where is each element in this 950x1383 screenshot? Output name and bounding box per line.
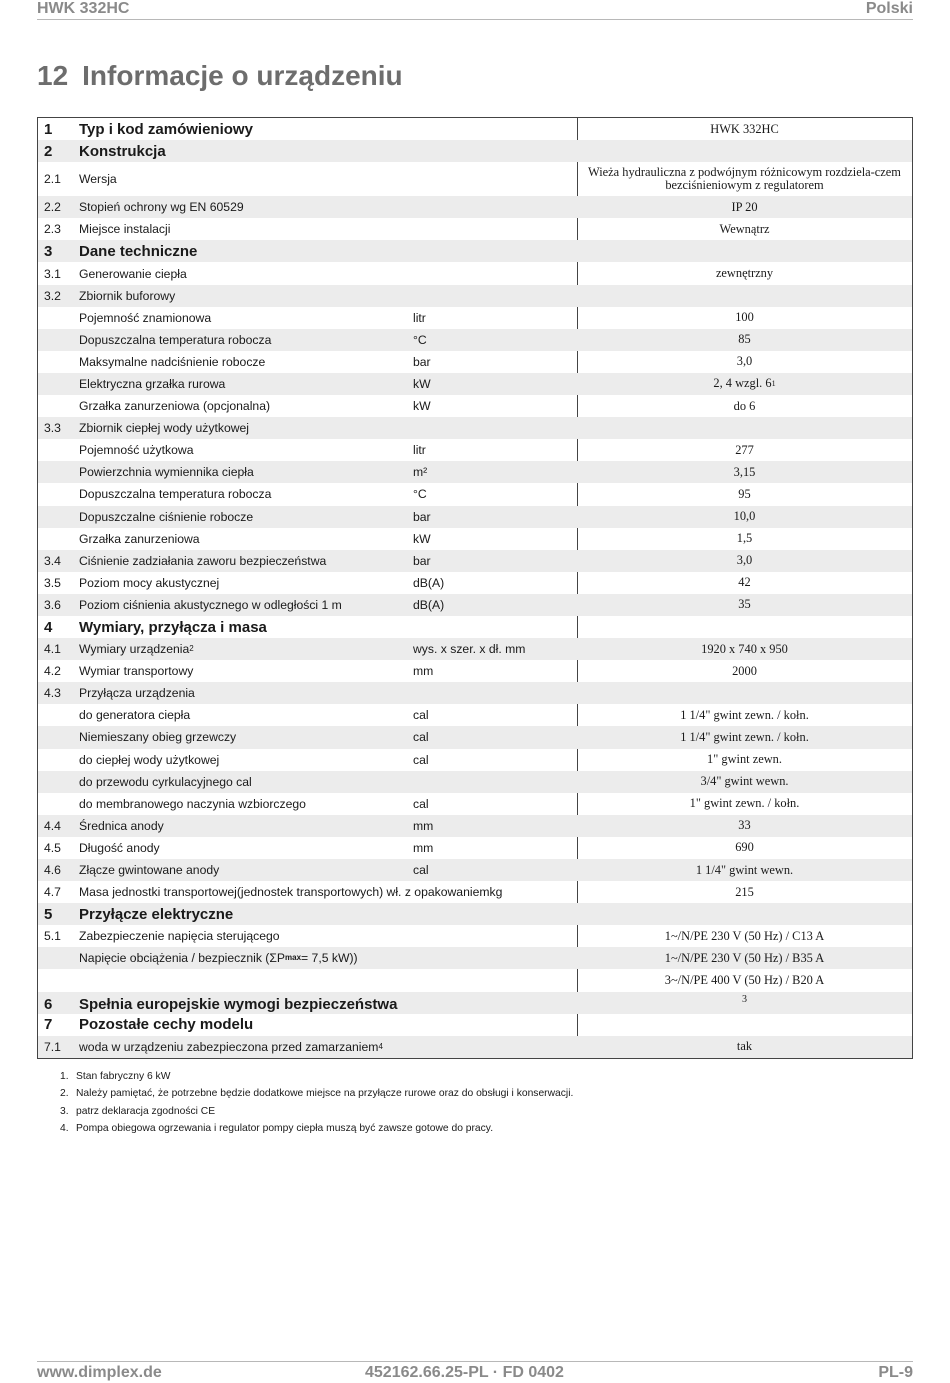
row-value-text: 1~/N/PE 230 V (50 Hz) / B35 A [664,950,825,965]
row-value [577,749,912,771]
row-number [44,483,76,505]
row-label-text: Pozostałe cechy modelu [79,1016,254,1034]
row-value [577,638,912,660]
footnote-number: 2. [60,1088,69,1100]
row-value-text: IP 20 [731,199,758,214]
row-number [44,749,76,771]
row-value [577,726,912,748]
device-info-table [37,117,913,1059]
page-header [37,0,913,20]
table-row [38,240,912,262]
row-label-text: Dopuszczalna temperatura robocza [79,487,272,502]
table-row [38,118,912,140]
row-unit: mm [413,664,434,679]
row-value [577,616,912,638]
row-label-text: Złącze gwintowane anody [79,863,220,878]
row-value-text: 1 1/4" gwint zewn. / kołn. [680,707,809,722]
row-label [79,285,175,307]
row-value [577,395,912,417]
row-number: 3.4 [44,553,61,568]
row-label-text: Wymiary urządzenia [79,642,190,657]
table-row [38,1036,912,1058]
row-number [44,704,76,726]
row-number [44,793,76,815]
table-row [38,351,912,373]
row-value [577,881,912,903]
table-row [38,528,912,550]
row-label [79,483,271,505]
row-value [577,682,912,704]
footer-doc-number: 452162.66.25-PL · FD 0402 [365,1364,564,1381]
row-value-text: 35 [738,597,751,612]
row-label-text: Napięcie obciążenia / bezpiecznik (ΣP [79,951,286,966]
row-label-text: Stopień ochrony wg EN 60529 [79,200,244,215]
row-label-text: do generatora ciepła [79,708,191,723]
table-row [38,837,912,859]
footnote-text: Należy pamiętać, że potrzebne będzie dodatkowe miejsce na przyłącze rurowe oraz do obsługi i konserwacji. [76,1088,574,1100]
row-value [577,992,912,1014]
row-number: 5.1 [44,929,61,944]
row-label-text: Niemieszany obieg grzewczy [79,730,237,745]
row-unit: litr [413,443,426,458]
footnote-text: Pompa obiegowa ogrzewania i regulator pompy ciepła muszą być zawsze gotowe do pracy. [76,1122,494,1134]
footer-website: www.dimplex.de [37,1364,162,1381]
row-value [577,837,912,859]
table-row [38,285,912,307]
table-row [38,439,912,461]
row-label-text: Poziom ciśnienia akustycznego w odległości 1 m [79,597,342,612]
table-row [38,550,912,572]
row-number [44,969,76,991]
section-number: 12 [37,60,69,91]
row-number: 7.1 [44,1039,61,1054]
row-value [577,162,912,196]
table-row [38,506,912,528]
row-label [79,594,342,616]
row-value-text: 1" gwint zewn. [707,752,782,767]
row-label [79,351,265,373]
table-row [38,903,912,925]
row-number: 5 [44,905,53,923]
row-label [79,528,200,550]
row-number [44,771,76,793]
row-number [44,506,76,528]
row-value [577,506,912,528]
row-unit: cal [413,796,429,811]
table-row [38,881,912,903]
row-value [577,218,912,240]
row-label-text: woda w urządzeniu zabezpieczona przed zamarzaniem [79,1039,379,1054]
row-number: 4.3 [44,686,61,701]
row-label [79,373,225,395]
row-number: 2.1 [44,172,61,187]
table-row [38,660,912,682]
row-number [44,947,76,969]
footnote [60,1085,573,1102]
table-row [38,749,912,771]
row-label-text: Poziom mocy akustycznej [79,575,220,590]
row-label [79,506,253,528]
row-value [577,550,912,572]
row-number: 2 [44,142,53,160]
row-label: woda w urządzeniu zabezpieczona przed zamarzaniem 4 [79,1039,383,1054]
row-label-text: Maksymalne nadciśnienie robocze [79,354,266,369]
table-row [38,329,912,351]
row-label-text: Grzałka zanurzeniowa (opcjonalna) [79,399,271,414]
row-label-text: Konstrukcja [79,142,166,160]
row-number: 2.3 [44,222,61,237]
row-value-text: tak [736,1039,753,1054]
row-label-text: Grzałka zanurzeniowa [79,531,200,546]
table-row [38,140,912,162]
row-label-text: Dopuszczalne ciśnienie robocze [79,509,254,524]
row-value [577,594,912,616]
row-value [577,969,912,991]
row-label-text: Wymiary, przyłącza i masa [79,618,267,636]
row-label [79,881,502,903]
row-number: 3 [44,242,53,260]
table-row [38,616,912,638]
row-label [79,1014,253,1036]
header-language: Polski [865,0,913,17]
row-label [79,749,219,771]
row-number: 4.4 [44,818,61,833]
row-value [577,329,912,351]
row-value-text: HWK 332HC [710,121,779,136]
row-value-text: 2, 4 wzgl. 6 [713,376,772,391]
row-label-text: Miejsce instalacji [79,222,171,237]
row-number: 4.2 [44,664,61,679]
row-value-text: 3 [742,993,747,1005]
table-row [38,925,912,947]
row-value [577,196,912,218]
row-label: Wymiary urządzenia 2 [79,642,194,657]
row-label-text: do membranowego naczynia wzbiorczego [79,796,306,811]
footnote-number: 4. [60,1122,69,1134]
row-number [44,395,76,417]
page-footer [37,1361,913,1383]
row-label-text: Zabezpieczenie napięcia sterującego [79,929,280,944]
table-row [38,483,912,505]
row-label-text: Wymiar transportowy [79,664,194,679]
table-row [38,859,912,881]
row-label-text: Pojemność użytkowa [79,443,194,458]
row-value [577,262,912,284]
row-label [79,140,166,162]
row-label-text: Ciśnienie zadziałania zaworu bezpieczeństwa [79,553,327,568]
row-value [577,351,912,373]
row-label [79,240,197,262]
table-row [38,704,912,726]
table-row [38,572,912,594]
row-number: 3.2 [44,288,61,303]
footnote-number: 1. [60,1071,69,1082]
table-row [38,992,912,1014]
table-row [38,417,912,439]
table-row [38,373,912,395]
row-value-text: 2000 [732,663,757,678]
row-label-text: Długość anody [79,840,160,855]
table-row [38,793,912,815]
table-row [38,395,912,417]
row-label [79,461,254,483]
footnote [60,1120,573,1137]
row-unit: bar [413,553,431,568]
row-value [577,660,912,682]
row-label [79,859,219,881]
row-value [577,118,912,140]
row-unit: °C [413,487,427,502]
footnote-text: patrz deklaracja zgodności CE [76,1105,216,1117]
row-unit: cal [413,863,429,878]
row-number: 3.5 [44,575,61,590]
row-label [79,837,160,859]
row-label [79,550,326,572]
table-row [38,218,912,240]
table-row [38,307,912,329]
row-value [577,240,912,262]
row-number: 4.7 [44,885,61,900]
row-label [79,262,187,284]
row-label-text: = 7,5 kW)) [301,951,358,966]
row-label-text: do przewodu cyrkulacyjnego cal [79,774,252,789]
row-value [577,483,912,505]
row-value-text: do 6 [733,398,756,413]
row-number: 6 [44,995,53,1013]
row-number [44,461,76,483]
table-row [38,682,912,704]
row-label [79,815,164,837]
row-value [577,793,912,815]
row-value [577,307,912,329]
row-value [577,903,912,925]
row-value [577,140,912,162]
row-value [577,572,912,594]
table-row [38,771,912,793]
table-row [38,461,912,483]
row-unit: cal [413,708,429,723]
row-value [577,461,912,483]
row-number: 7 [44,1016,53,1034]
row-value [577,439,912,461]
row-label [79,925,280,947]
row-unit: °C [413,332,427,347]
row-label [79,726,236,748]
row-label-text: Wersja [79,172,117,187]
row-label-text: Elektryczna grzałka rurowa [79,376,226,391]
row-unit: cal [413,730,429,745]
row-label-text: Zbiornik buforowy [79,288,176,303]
row-value-text: 1920 x 740 x 950 [701,641,788,656]
page-title [37,60,403,92]
row-label-text: Powierzchnia wymiennika ciepła [79,465,254,480]
row-value [577,1014,912,1036]
row-value [577,704,912,726]
row-label [79,395,270,417]
row-value-text: 1 1/4" gwint zewn. / kołn. [680,729,809,744]
row-label-text: Spełnia europejskie wymogi bezpieczeństwa [79,995,398,1013]
row-label [79,572,219,594]
row-value-text: 215 [735,884,754,899]
row-number [44,351,76,373]
row-value [577,1036,912,1058]
header-model: HWK 332HC [37,0,130,17]
row-unit: kW [413,399,431,414]
table-row [38,162,912,196]
row-label [79,118,253,140]
row-unit: mm [413,818,434,833]
footnote-number: 3. [60,1105,69,1117]
row-value-text: 10,0 [733,509,756,524]
row-label-text: Średnica anody [79,818,164,833]
row-label [79,903,233,925]
row-unit: litr [413,310,426,325]
row-number [44,373,76,395]
row-value-text: 1,5 [736,531,753,546]
row-unit: kW [413,531,431,546]
row-label [79,162,117,196]
row-label [79,218,170,240]
row-number: 3.3 [44,421,61,436]
row-label [79,992,397,1014]
row-label: Napięcie obciążenia / bezpiecznik (ΣP max = 7,5 kW)) [79,951,358,966]
footer-page-number: PL-9 [878,1364,913,1381]
row-number [44,307,76,329]
row-unit: bar [413,509,431,524]
row-label [79,793,306,815]
row-value-text: 690 [735,840,754,855]
row-value-text: 1 1/4" gwint wewn. [695,862,794,877]
row-number: 3.6 [44,597,61,612]
row-value-text: 100 [735,310,754,325]
row-value: 2, 4 wzgl. 6 1 [713,376,776,391]
row-value-text: 1" gwint zewn. / kołn. [689,796,800,811]
row-label [79,771,252,793]
row-unit: dB(A) [413,597,445,612]
row-number [44,528,76,550]
table-row [38,969,912,991]
row-unit: dB(A) [413,575,445,590]
row-label-text: do ciepłej wody użytkowej [79,752,220,767]
row-unit: kW [413,376,431,391]
row-number [44,439,76,461]
row-number: 3.1 [44,266,61,281]
row-value [577,947,912,969]
row-number: 4.6 [44,863,61,878]
row-label [79,196,244,218]
row-unit: wys. x szer. x dł. mm [413,642,526,657]
row-value [577,925,912,947]
row-value-text: Wieża hydrauliczna z podwójnym różnicowym rozdziela-czem bezciśnieniowym z regulatorem [588,165,901,193]
row-number [44,329,76,351]
row-value-text: 42 [738,575,751,590]
table-row [38,638,912,660]
row-value-text: Wewnątrz [719,221,770,236]
row-label [79,704,190,726]
row-unit: m² [413,465,428,480]
row-label-text: Generowanie ciepła [79,266,187,281]
row-number [44,726,76,748]
row-value [577,771,912,793]
row-label-text: Przyłącza urządzenia [79,686,195,701]
row-label-text: Typ i kod zamówieniowy [79,120,253,138]
row-value [577,815,912,837]
row-label-text: Dane techniczne [79,242,198,260]
row-label-text: Przyłącze elektryczne [79,905,234,923]
row-value-text: 3~/N/PE 400 V (50 Hz) / B20 A [664,973,825,988]
footnote [60,1068,573,1085]
row-value-text: 3,0 [736,354,753,369]
row-value-text: 3/4" gwint wewn. [700,774,789,789]
row-label [79,439,193,461]
row-number: 4 [44,618,53,636]
table-row [38,726,912,748]
row-value [577,285,912,307]
row-label [79,682,195,704]
row-value-text: 1~/N/PE 230 V (50 Hz) / C13 A [664,928,825,943]
row-value-text: 3,0 [736,553,753,568]
section-title: Informacje o urządzeniu [82,60,403,91]
row-label [79,417,249,439]
row-value-text: 33 [738,818,751,833]
table-row [38,947,912,969]
row-unit: cal [413,752,429,767]
row-value [577,859,912,881]
row-label-text: Masa jednostki transportowej(jednostek transportowych) wł. z opakowaniemkg [79,885,503,900]
row-value-text: 277 [735,442,754,457]
footnote [60,1103,573,1120]
row-value-text: 95 [738,486,751,501]
row-value-text: zewnętrzny [715,266,774,281]
row-value-text: 3,15 [733,464,756,479]
table-row [38,1014,912,1036]
row-value-text: 85 [738,332,751,347]
row-label [79,329,271,351]
row-unit: bar [413,354,431,369]
row-label-text: Zbiornik ciepłej wody użytkowej [79,421,250,436]
table-row [38,815,912,837]
row-unit: mm [413,840,434,855]
row-value [577,528,912,550]
footnotes [60,1068,573,1137]
table-row [38,196,912,218]
row-number: 1 [44,120,53,138]
row-number: 4.5 [44,840,61,855]
row-label [79,307,211,329]
row-number: 2.2 [44,200,61,215]
row-value [577,417,912,439]
table-row [38,262,912,284]
footnote-text: Stan fabryczny 6 kW [76,1071,171,1082]
row-label [79,616,267,638]
row-number: 4.1 [44,642,61,657]
row-label-text: Pojemność znamionowa [79,310,212,325]
row-label [79,660,193,682]
row-label-text: Dopuszczalna temperatura robocza [79,332,272,347]
table-row [38,594,912,616]
